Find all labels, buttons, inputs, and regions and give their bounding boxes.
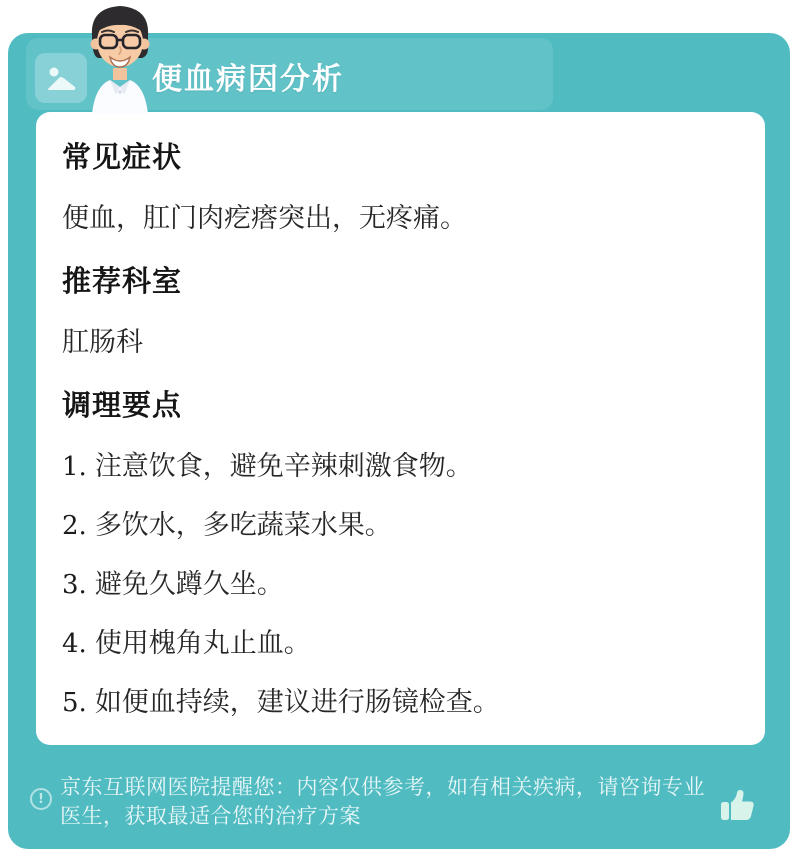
disclaimer-text: 京东互联网医院提醒您：内容仅供参考，如有相关疾病，请咨询专业医生，获取最适合您的治疗方案 — [60, 775, 705, 828]
item-number: 5. — [62, 688, 87, 718]
care-heading: 调理要点 — [62, 388, 183, 422]
department-heading: 推荐科室 — [62, 264, 183, 298]
item-number: 1. — [62, 452, 87, 482]
care-list-item — [62, 685, 739, 721]
content-card — [36, 112, 765, 745]
care-list-item — [62, 626, 739, 662]
care-list — [62, 449, 739, 721]
symptoms-heading: 常见症状 — [62, 140, 183, 174]
item-number: 3. — [62, 570, 87, 600]
analysis-panel — [8, 33, 790, 849]
care-list-item — [62, 508, 739, 544]
panel-title: 便血病因分析 — [152, 62, 344, 97]
item-number: 2. — [62, 511, 87, 541]
disclaimer-bar — [30, 773, 778, 831]
item-text: 注意饮食，避免辛辣刺激食物。 — [94, 451, 473, 482]
department-text: 肛肠科 — [62, 327, 143, 358]
item-number: 4. — [62, 629, 87, 659]
thumbs-up-icon[interactable] — [719, 787, 757, 823]
item-text: 避免久蹲久坐。 — [94, 569, 284, 600]
item-text: 如便血持续，建议进行肠镜检查。 — [94, 687, 500, 718]
item-text: 多饮水，多吃蔬菜水果。 — [94, 510, 392, 541]
symptoms-text: 便血，肛门肉疙瘩突出，无疼痛。 — [62, 203, 467, 234]
item-text: 使用槐角丸止血。 — [94, 628, 311, 659]
care-list-item — [62, 567, 739, 603]
care-list-item — [62, 449, 739, 485]
info-circle-icon: ! — [30, 788, 52, 810]
